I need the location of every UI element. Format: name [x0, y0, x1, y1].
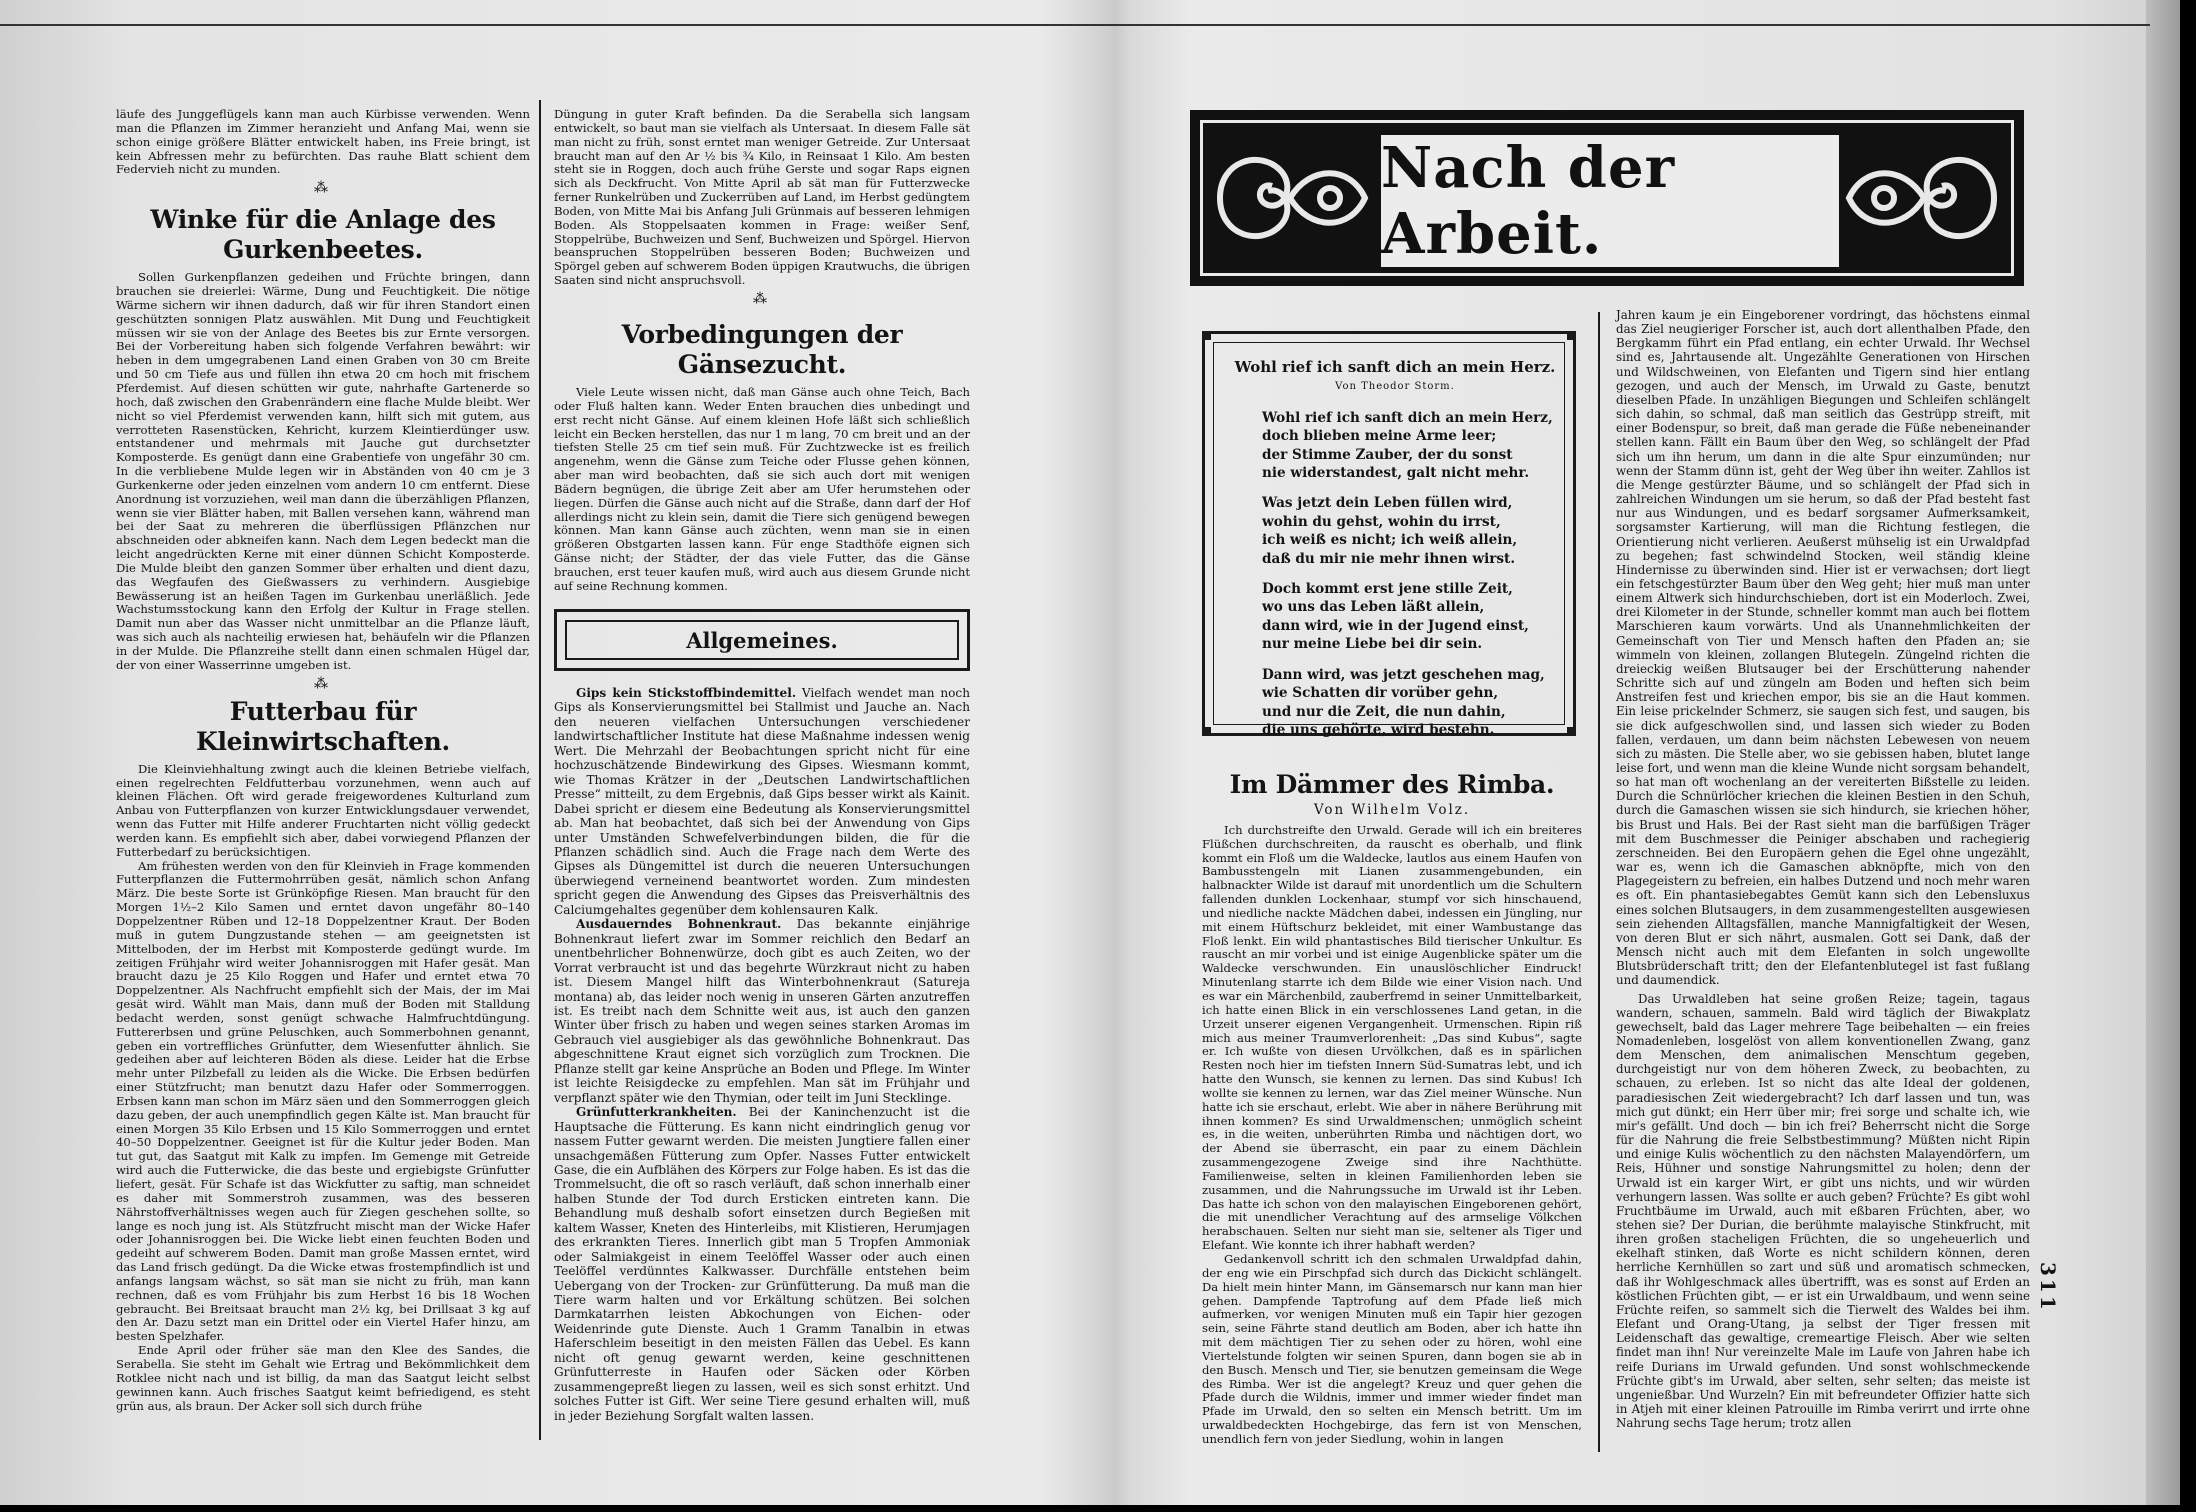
- poem: [1230, 358, 1560, 751]
- section-title-allgemeines: Allgemeines.: [686, 627, 838, 653]
- poem-author: Von Theodor Storm.: [1335, 381, 1455, 393]
- poem-stanza: Was jetzt dein Leben füllen wird, wohin du gehst, wohin du irrst, ich weiß es nicht; ich weiß allein, daß du mir nie mehr ihnen wirst.: [1262, 495, 1518, 567]
- poem-stanza: Dann wird, was jetzt geschehen mag, wie Schatten dir vorüber gehn, und nur die Zeit, die nun dahin, die uns gehörte, wird bestehn.: [1262, 666, 1545, 738]
- col2-intro: Düngung in guter Kraft befinden. Da die Serabella sich langsam entwickelt, so baut man sie vielfach als Untersaat. In diesem Falle sät man nicht zu früh, sonst erntet man weniger Getreide. Zur Untersaat braucht man auf den Ar ½ bis ¾ Kilo, in Reinsaat 1 Kilo. Am besten steht sie in Roggen, doch auch frühe Gerste und sogar Raps eignen sich als Deckfrucht. Von Mitte April ab sät man für Futterzwecke ferner Runkelrüben und Zuckerrüben auf Land, im Herbst gedüngtem Boden, von Mitte Mai bis Anfang Juli Grünmais auf besseren lehmigen Boden. Als Stoppelsaaten kommen in Frage: weißer Senf, Stoppelrübe, Buchweizen und Senf, Buchweizen und Spörgel. Hiervon beanspruchen Stoppelrüben besseren Boden; Buchweizen und Spörgel geben auf schwerem Boden üppigen Krautwuchs, die übrigen Saaten sind nicht anspruchsvoll.: [554, 107, 970, 288]
- article-futterbau-p3: Ende April oder früher säe man den Klee des Sandes, die Serabella. Sie steht im Gehalt wie Ertrag und Bekömmlichkeit dem Rotklee nicht nach und ist billig, da man das Saatgut leicht selbst gewinnen kann. Auch frisches Saatgut keimt befriedigend, es steht grün aus, als braun. Der Acker soll sich durch frühe: [116, 1343, 530, 1413]
- story-column-1: [1202, 770, 1582, 1447]
- article-gurkenbeet: Sollen Gurkenpflanzen gedeihen und Früchte bringen, dann brauchen sie dreierlei: Wärme, Dung und Feuchtigkeit. Die nötige Wärme sichern wir ihnen dadurch, daß wir für ihren Standort einen geschützten sonnigen Platz auswählen. Mit Dung und Feuchtigkeit müssen wir sie von der Anlage des Beetes bis zur Ernte versorgen. Bei der Vorbereitung haben sich folgende Verfahren bewährt: wir heben in dem umgegrabenen Land einen Graben von 30 cm Breite und 50 cm Tiefe aus und füllen ihn etwa 20 cm hoch mit frischem Pferdemist. Auf diesen schütten wir gute, nahrhafte Gartenerde so hoch, daß zwischen den Grabenrändern eine flache Mulde bleibt. Wer nicht so viel Pferdemist verwenden kann, hilft sich mit gutem, aus verrotteten Rasenstücken, Kehricht, kurzem Kleintierdünger usw. entstandener und mehrmals mit Jauche gut durchsetzter Komposterde. Es genügt dann eine Grabentiefe von ungefähr 30 cm. In die verbliebene Mulde legen wir in Abständen von 40 cm je 3 Gurkenkerne oder jeden einzelnen vom andern 10 cm entfernt. Diese Anordnung ist vorzuziehen, weil man dann die überzähligen Pflanzen, wenn sie vier Blätter haben, mit Ballen versehen kann, während man bei der Saat zu mehreren die überflüssigen Pflänzchen nur abschneiden oder abkneifen kann. Nach dem Legen bedeckt man die leicht angedrückten Kerne mit einer dünnen Schicht Komposterde. Die Mulde bleibt den ganzen Sommer über erhalten und dient dazu, das Wegfaufen des Gießwassers zu verhindern. Ausgiebige Bewässerung ist an heißen Tagen im Gurkenbau unerläßlich. Jede Wachstumsstockung kann den Erfolg der Kultur in Frage stellen. Damit nun aber das Wasser nicht unmittelbar an die Pflanze läuft, was sich auch als nachteilig erwiesen hat, behäufeln wir die Pflanzen in der Mulde. Die Pflanzreihe stellt dann einen schmalen Hügel dar, der von einer Wasserrinne umgeben ist.: [116, 270, 530, 672]
- page-number: 311: [2036, 1262, 2060, 1313]
- left-column-2: [554, 108, 970, 594]
- story-author: Von Wilhelm Volz.: [1313, 802, 1471, 818]
- story-paragraph: Das Urwaldleben hat seine großen Reize; tagein, tagaus wandern, schauen, sammeln. Bald wird täglich der Biwakplatz gewechselt, bald das Lager mehrere Tage beibehalten — ein freies Nomadenleben, losgelöst von allem konventionellen Zwang, ganz dem Menschen, dem animalischen Menschtum gegeben, durchgeistigt nur von dem höheren Zweck, zu beobachten, zu schauen, zu erleben. Ist so nicht das alte Ideal der goldenen, paradiesischen Zeit wiedergebracht? Ich darf lassen und tun, was mich gut dünkt; ein Herr über mir; frei sorge und schalte ich, wie mir's gefällt. Und doch — bin ich frei? Beherrscht nicht die Sorge für die Nahrung die freie Selbstbestimmung? Müßten nicht Ripin und einige Kulis wöchentlich zu den nächsten Malayendörfern, um Reis, Hühner und sonstige Nahrungsmittel zu holen; denn der Urwald ist ein karger Wirt, er gibt uns nichts, und wir würden verhungern lassen. Was sollte er auch geben? Früchte? Es gibt wohl Fruchtbäume im Urwald, auch mit eßbaren Früchten, aber, wo stehen sie? Der Durian, die berühmte malayische Stinkfrucht, mit ihren großen stacheligen Früchten, die so ungeheuerlich und ekelhaft stinken, daß Worte es nicht schildern können, deren herrliche Kernhüllen so zart und süß und aromatisch schmecken, daß ihr Wohlgeschmack alles übertrifft, was es sonst auf Erden an köstlichen Früchten gibt, — er ist ein Urwaldbaum, und wenn seine Früchte reifen, so sammelt sich die Tierwelt des Waldes bei ihm. Elefant und Orang-Utang, ja selbst der Tiger fressen mit Leidenschaft das gewaltige, cremeartige Fleisch. Aber wie selten findet man ihn! Nur vereinzelte Male im Laufe von Jahren habe ich reife Durians im Urwald gefunden. Und sonst wohlschmeckende Früchte gibt's im Urwald, aber selten, sehr selten; das meiste ist ungenießbar. Und Wurzeln? Ein mit befreundeter Offizier hatte sich in Atjeh mit einer kleinen Patrouille im Rimba verirrt und irrte ohne Nahrung sechs Tage herum; trotz allen: [1616, 991, 2030, 1431]
- banner-ornament-right-icon: [1834, 110, 2024, 286]
- article-futterbau-p2: Am frühesten werden von den für Kleinvieh in Frage kommenden Futterpflanzen die Futtermohrrüben gesät, nämlich schon Anfang März. Die beste Sorte ist Grünköpfige Riesen. Man braucht für den Morgen 1½–2 Kilo Samen und erntet davon ungefähr 80–140 Doppelzentner Rüben und 12–18 Doppelzentner Kraut. Der Boden muß in gutem Dungzustande stehen — am geeignetsten ist Mittelboden, der im Herbst mit Komposterde gedüngt wurde. Im zeitigen Frühjahr wird weiter Johannisroggen mit Hafer gesät. Man braucht dazu je 25 Kilo Roggen und Hafer und erntet etwa 70 Doppelzentner. Als Nachfrucht empfiehlt sich der Mais, der im Mai gesät wird. Wählt man Mais, dann muß der Boden mit Stalldung bedacht werden, sonst genügt schwache Halmfruchtdüngung. Futtererbsen und grüne Peluschken, auch Sommerbohnen genannt, geben ein vortreffliches Grünfutter, dem Wiesenfutter ähnlich. Sie gedeihen aber auf leichteren Böden als diese. Leider hat die Erbse mehr unter Pilzbefall zu leiden als die Wicke. Die Erbsen bedürfen einer Stützfrucht; man benutzt dazu Hafer oder Sommerroggen. Erbsen kann man schon im März säen und den Sommerroggen gleich dazu geben, der auch unempfindlich gegen Kälte ist. Man braucht für einen Morgen 35 Kilo Erbsen und 15 Kilo Sommerroggen und erntet 40–50 Doppelzentner. Geeignet ist für die Kultur jeder Boden. Man tut gut, das Saatgut mit Kalk zu impfen. Im Gemenge mit Getreide wird auch die Futterwicke, die das beste und ergiebigste Grünfutter liefert, gesät. Für Schafe ist das Wickfutter zu saftig, man schneidet es daher mit Sommerstroh zusammen, was des besseren Nährstoffverhältnisses wegen auch für Ziegen geschehen sollte, so lange es noch jung ist. Als Stützfrucht mischt man der Wicke Hafer oder Johannisroggen bei. Die Wicke liebt einen feuchten Boden und gedeiht auf schwerem Boden. Damit man große Massen erntet, wird das Land frisch gedüngt. Da die Wicke etwas frostempfindlich ist und anfangs langsam wächst, so sät man sie nicht zu früh, man kann rechnen, daß es vom Frühjahr bis zum Herbst 16 bis 18 Wochen gebraucht. Bei Breitsaat braucht man 2½ kg, bei Drillsaat 3 kg auf den Ar. Dazu setzt man ein Drittel oder ein Viertel Hafer hinzu, am besten Spelzhafer.: [116, 858, 530, 1344]
- top-rule: [0, 24, 2150, 26]
- section-box-allgemeines: [554, 609, 970, 671]
- item-gips: Gips kein Stickstoffbindemittel. Vielfach wendet man noch Gips als Konservierungsmittel bei Stallmist und Jauche an. Nach den neueren vielfachen Untersuchungen verschiedener landwirtschaftlicher Institute hat diese Maßnahme indessen wenig Wert. Die Mehrzahl der Beobachtungen spricht nicht für eine hochzuschätzende Bindewirkung des Gipses. Wiesmann kommt, wie Thomas Krätzer in der „Deutschen Landwirtschaftlichen Presse“ mitteilt, zu dem Ergebnis, daß Gips besser wirkt als Kainit. Dabei spricht er diesem eine Bedeutung als Konservierungsmittel ab. Man hat beobachtet, daß sich bei der Anwendung von Gips unter Umständen Schwefelverbindungen bilden, die für die Pflanzen schädlich sind. Auch die Frage nach dem Werte des Gipses als Düngemittel ist durch die neueren Untersuchungen überwiegend verneinend beantwortet worden. Zum mindesten spricht gegen die Anwendung des Gipses das Preisverhältnis des Calciumgehaltes gegenüber dem kohlensauren Kalk.: [554, 686, 970, 917]
- story-paragraph: Ich durchstreifte den Urwald. Gerade will ich ein breiteres Flüßchen durchschreiten, da rauscht es oberhalb, und flink kommt ein Floß um die Waldecke, lautlos aus einem Haufen von Bambusstengeln mit Lianen zusammengebunden, ein halbnackter Wilde ist darauf mit unordentlich um die Schultern fallenden dunklen Lockenhaar, stumpf vor sich hinschauend, und niedliche nackte Mädchen dabei, indessen ein Jüngling, nur mit einem Hüftschurz bekleidet, mit einer Wambustange das Floß lenkt. Ein wild phantastisches Bild tierischer Unkultur. Es rauscht an mir vorbei und ist einige Augenblicke später um die Waldecke verschwunden. Ein unauslöschlicher Eindruck! Minutenlang starrte ich dem Bilde wie einer Vision nach. Und es war ein Märchenbild, zauberfremd in seiner Unmittelbarkeit, ich hatte einen Blick in ein verschlossenes Land getan, in die Urzeit unserer eigenen Vergangenheit. Urmenschen. Ripin riß mich aus meiner Traumverlorenheit: „Das sind Kubus“, sagte er. Ich wußte von diesen Urvölkchen, daß es in spärlichen Resten noch hier im tiefsten Innern Süd-Sumatras lebt, und ich hatte den Wunsch, sie kennen zu lernen. Das sind Kubus! Ich wollte sie kennen zu lernen, war das Ziel meiner Wünsche. Nun hatte ich sie erschaut, erlebt. Wie aber in nähere Berührung mit ihnen kommen? Es sind Urwaldmenschen; unmöglich scheint es, in die weiten, unberührten Rimba und nächtigen dort, wo der Abend sie überrascht, ein paar zu einem Dächlein zusammengezogene Zweige sind ihre Nachthütte. Familienweise, selten in kleinen Familienhorden leben sie zusammen, und die Nahrungssuche im Urwald ist ihr Leben. Das hatte ich schon von den malayischen Eingeborenen gehört, die mit unendlicher Verachtung auf des armselige Völkchen herabschauen. Selten nur sieht man sie, seltener als Tiger und Elefant. Wie konnte ich ihrer habhaft werden?: [1202, 822, 1582, 1253]
- item-bohnenkraut: Ausdauerndes Bohnenkraut. Das bekannte einjährige Bohnenkraut liefert zwar im Sommer reichlich den Bedarf an unentbehrlicher Bohnenwürze, doch gibt es auch Zeiten, wo der Vorrat verbraucht ist und das begehrte Würzkraut nicht zu haben ist. Diesem Mangel hilft das Winterbohnenkraut (Satureja montana) ab, das leider noch wenig in unseren Gärten anzutreffen ist. Es treibt nach dem Schnitte weit aus, ist auch den ganzen Winter über frisch zu haben und wegen seines starken Aromas im Gebrauch viel ausgiebiger als das gewöhnliche Bohnenkraut. Das abgeschnittene Kraut eignet sich vorzüglich zum Trocknen. Die Pflanze stellt gar keine Ansprüche an Boden und Pflege. Im Winter ist leichte Reisigdecke zu empfehlen. Man sät im Frühjahr und verpflanzt später wie den Thymian, oder teilt im Juni Stecklinge.: [554, 917, 970, 1105]
- item-grünfutter: Grünfutterkrankheiten. Bei der Kaninchenzucht ist die Hauptsache die Fütterung. Es kann nicht eindringlich genug vor nassem Futter gewarnt werden. Die meisten Jungtiere fallen einer unsachgemäßen Fütterung zum Opfer. Nasses Futter entwickelt Gase, die ein Aufblähen des Körpers zur Folge haben. Es ist das die Trommelsucht, die oft so rasch verläuft, daß schon innerhalb einer halben Stunde der Tod durch Ersticken eintreten kann. Die Behandlung muß deshalb sofort einsetzen durch Begießen mit kaltem Wasser, Kneten des Hinterleibs, mit Klistieren, Herumjagen des erkrankten Tieres. Innerlich gibt man 5 Tropfen Ammoniak oder Salmiakgeist in einem Teelöffel Wasser oder auch einen Teelöffel verdünntes Kalkwasser. Durchfälle entstehen beim Uebergang von der Trocken- zur Grünfütterung. Da muß man die Tiere warm halten und vor Erkältung schützen. Bei solchen Darmkatarrhen leisten Abkochungen von Eichen- oder Weidenrinde gute Dienste. Auch 1 Gramm Tanalbin in etwas Haferschleim beseitigt in den meisten Fällen das Uebel. Es kann nicht oft genug gewarnt werden, keine geschnittenen Grünfutterreste in Haufen oder Säcken oder Körben zusammengepreßt liegen zu lassen, weil es sich sonst erhitzt. Und solches Futter ist Gift. Wer seine Tiere gesund erhalten will, muß in jeder Beziehung Sorgfalt walten lassen.: [554, 1105, 970, 1423]
- page-fold-shadow: [1040, 0, 1190, 1505]
- heading-gaensezucht: Vorbedingungen der Gänsezucht.: [621, 319, 903, 379]
- item-gruenfutter-lead: Grünfutterkrankheiten.: [576, 1105, 737, 1120]
- page-edge: [2146, 0, 2180, 1505]
- article-futterbau-p1: Die Kleinviehhaltung zwingt auch die kleinen Betriebe vielfach, einen regelrechten Feldfutterbau vorzunehmen, wenn auch auf kleinen Flächen. Oft wird gerade freigewordenes Kulturland zum Anbau von Futterpflanzen von kurzer Entwicklungsdauer verwendet, wenn das Futter mit Hilfe anderer Fruchtarten nicht völlig gedeckt werden kann. Es empfiehlt sich aber, dabei vorwiegend Pflanzen der Futterbedarf zu berücksichtigen.: [116, 761, 530, 859]
- item-gips-lead: Gips kein Stickstoffbindemittel.: [576, 686, 797, 700]
- ornament-divider: ⁂: [314, 180, 332, 197]
- col1-intro: läufe des Junggeflügels kann man auch Kürbisse verwenden. Wenn man die Pflanzen im Zimmer heranzieht und Anfang Mai, wenn sie schon einige größere Blätter entwickelt haben, ins Freie bringt, ist kein Abfressen mehr zu befürchten. Das rauhe Blatt schient dem Federvieh nicht zu munden.: [116, 107, 530, 177]
- banner-ornament-left-icon: [1190, 110, 1380, 286]
- article-gaensezucht: Viele Leute wissen nicht, daß man Gänse auch ohne Teich, Bach oder Fluß halten kann. Weder Enten brauchen dies unbedingt und erst recht nicht Gänse. Auf einem kleinen Hofe läßt sich schließlich leicht ein Becken herstellen, das nur 1 m lang, 70 cm breit und an der tiefsten Stelle 25 cm tief sein muß. Für Zuchtzwecke ist es freilich angenehm, wenn die Gänse zum Teiche oder Flusse gehen können, aber man wird beobachten, daß sie sich auch dort mit wenigen Bädern begnügen, die übrige Zeit aber am Ufer herumstehen oder liegen. Dürfen die Gänse auch nicht auf die Straße, dann darf der Hof allerdings nicht zu klein sein, damit die Tiere sich genügend bewegen können. Man kann Gänse auch züchten, wenn man sie in einen größeren Obstgarten lassen kann. Für enge Stadthöfe eignen sich Gänse nicht; der Städter, der das viele Futter, das die Gänse brauchen, erst teuer kaufen muß, wird auch aus diesem Grunde nicht auf seine Rechnung kommen.: [554, 384, 970, 593]
- poem-stanza: Doch kommt erst jene stille Zeit, wo uns das Leben läßt allein, dann wird, wie in der Jugend einst, nur meine Liebe bei dir sein.: [1262, 581, 1529, 653]
- poem-title: Wohl rief ich sanft dich an mein Herz.: [1234, 358, 1556, 376]
- heading-futterbau: Futterbau für Kleinwirtschaften.: [196, 696, 450, 756]
- column-rule: [1598, 312, 1600, 1452]
- ornament-divider: ⁂: [753, 290, 771, 307]
- story-column-2: [1616, 308, 2030, 1430]
- left-column-2-lower: [554, 686, 970, 1423]
- section-banner: [1190, 110, 2024, 286]
- poem-stanza: Wohl rief ich sanft dich an mein Herz, doch blieben meine Arme leer; der Stimme Zauber, der du sonst nie widerstandest, galt nicht mehr.: [1262, 409, 1553, 482]
- column-rule: [539, 100, 541, 1440]
- item-bohnenkraut-lead: Ausdauerndes Bohnenkraut.: [576, 917, 782, 932]
- story-title: Im Dämmer des Rimba.: [1229, 770, 1555, 799]
- story-paragraph: Gedankenvoll schritt ich den schmalen Urwaldpfad dahin, der eng wie ein Pirschpfad sich durch das Dickicht schlängelt. Da hielt mein hinter Mann, im Gänsemarsch nur kann man hier gehen. Dampfende Taptrofung auf dem Pfade ließ mich aufmerken, vor wenigen Minuten muß ein Tapir hier gezogen sein, seine Fährte stand deutlich am Boden, aber ich hatte ihn mit dem mächtigen Tier zu sehen oder zu hören, wohl eine Viertelstunde folgten wir seinen Spuren, dann bogen sie ab in den Busch. Mensch und Tier, sie benutzen gemeinsam die Wege des Rimba. Wer ist die angelegt? Kreuz und quer gehen die Pfade durch die Wildnis, immer und immer wieder findet man Pfade im Urwald, den so selten ein Mensch betritt. Um im urwaldbedeckten Hochgebirge, das fern ist von Menschen, unendlich fern von jeder Siedlung, wohin in langen: [1202, 1252, 1582, 1446]
- left-column-1: [116, 108, 530, 1413]
- story-paragraph: Jahren kaum je ein Eingeborener vordringt, das höchstens einmal das Ziel neugieriger Forscher ist, auch dort allenthalben Pfade, den Bergkamm führt ein Pfad entlang, ein echter Urwald. Ihr Wechsel sind es, Jahrtausende alt. Ungezählte Generationen von Hirschen und Wildschweinen, von Elefanten und Tigern sind hier entlang gezogen, und auch der Mensch, im Urwald zu Gaste, benutzt dieselben Pfade. In unzähligen Biegungen und Schleifen schlängelt sich dahin, so schmal, daß man seitlich das Gestrüpp streift, mit einer Bodenspur, so breit, daß man gerade die Füße nebeneinander stellen kann. Fällt ein Baum über den Weg, so schlängelt der Pfad sich um ihn herum, um dann in die alte Spur einzumünden; nur wenn der Stamm dünn ist, geht der Weg über ihn weiter. Zahllos ist die Menge gestürzter Bäume, und so schlängelt der Pfad sich in zahlreichen Windungen um sie herum, so daß der Pfad besteht fast nur aus Windungen, und es bedarf sorgsamer Aufmerksamkeit, sorgsamster Kartierung, will man die Richtung festlegen, die Orientierung nicht verlieren. Aeußerst mühselig ist ein Urwaldpfad zu begehen; fast schwindelnd Stocken, weil ständig kleine Hindernisse zu überwinden sind. Hier ist er verwachsen; dort liegt ein fetschgestürzter Baum über den Weg geht; hier muß man unter einem Altwerk sich hindurchschieben, dort ist ein Moderloch. Zwei, drei Kilometer in der Stunde, schneller kommt man auch bei flottem Marschieren kaum vorwärts. Und als Unannehmlichkeiten der Gemeinschaft von Tier und Mensch haften den Pfaden an; sie wimmeln von kleinen, zollangen Blutegeln. Züngelnd richten die dreieckig weißen Blutsauger bei der Erschütterung nahender Schritte sich auf und züngeln am Boden und heften sich beim Anstreifen fest und kriechen empor, bis sie an die Haut kommen. Ein leise prickelnder Schmerz, sie saugen sich fest, und saugen, bis sie dick aufgeschwollen sind, und lassen sich wieder zu Boden fallen, verdauen, um dann beim nächsten Lebewesen von neuem sich zu mästen. Die Stelle aber, wo sie gebissen haben, blutet lange leise fort, und wenn man die kleine Wunde nicht sorgsam behandelt, so hat man oft wochenlang an der vereiterten Bißstelle zu leiden. Durch die Schnürlöcher kriechen die kleinen Bestien in den Schuh, durch die Gamaschen wissen sie sich hindurch, sie kriechen höher, bis Brust und Hals. Bei der Rast sieht man die barfüßigen Träger mit dem Buschmesser die Peiniger abschaben und rachegierig zerschneiden. Bei den Europäern gehen die Egel ohne ungezählt, war es, wenn ich die Gamaschen abknöpfte, mich von den Plagegeistern zu befreien, ein halbes Dutzend und noch mehr waren es oft. Ein phantasiebegabtes Gemüt kann sich den Lebensluxus eines solchen Blutsaugers, in dem zusammengestellten ausgewiesen sein ziehenden Alltagsfällen, manche Mannigfaltigkeit der Wesen, von deren Blut er sich nährt, ausmalen. Gott sei Dank, daß der Mensch nicht auch mit dem Elefanten in solch ungewollte Blutsbrüderschaft tritt; den der Elefantenblutegel ist fast fußlang und daumendick.: [1616, 308, 2030, 988]
- ornament-divider: ⁂: [314, 675, 332, 692]
- banner-title: Nach der Arbeit.: [1381, 135, 1676, 267]
- heading-gurkenbeet: Winke für die Anlage des Gurkenbeetes.: [150, 205, 496, 265]
